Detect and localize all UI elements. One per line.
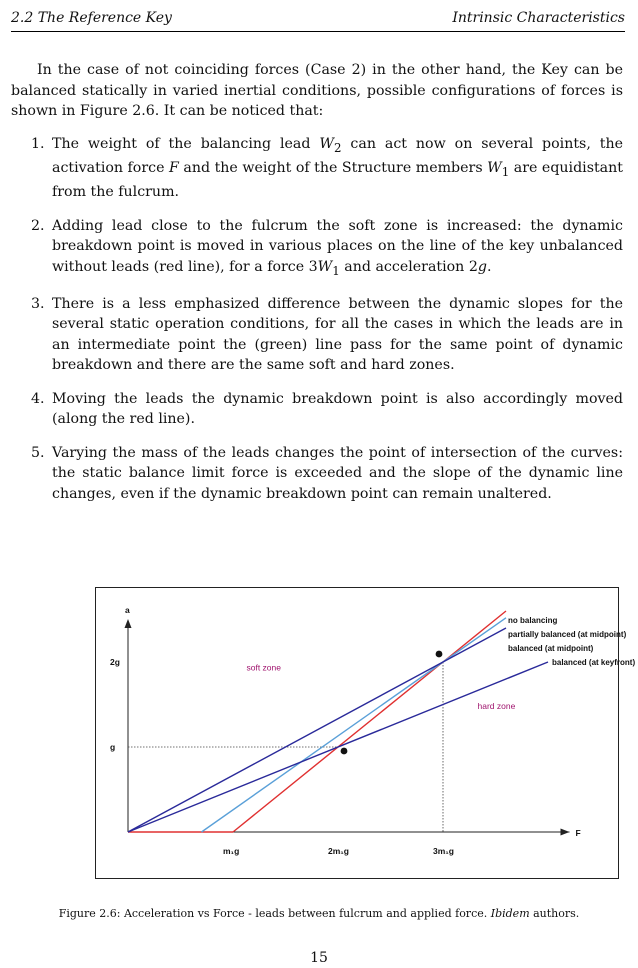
- series-line: [233, 611, 506, 832]
- intro-paragraph: In the case of not coinciding forces (Case 2) in the other hand, the Key can be balanced statically in varied inertial conditions, possible configurations of forces is shown in Figure 2.6. It can be noticed that:: [11, 62, 623, 119]
- item-text: The weight of the balancing lead: [52, 135, 320, 152]
- section-title: 2.2 The Reference Key: [11, 10, 172, 26]
- running-header: [11, 10, 625, 30]
- item-text: Moving the leads the dynamic breakdown point is also accordingly moved (along the red line).: [52, 390, 623, 428]
- x-axis-label: F: [575, 828, 581, 838]
- caption-italic: Ibidem: [490, 907, 530, 920]
- symbol: g: [477, 258, 487, 275]
- observation-list: [11, 134, 623, 505]
- list-number: 4.: [31, 390, 45, 407]
- symbol: W: [317, 258, 333, 275]
- item-text: and the weight of the Structure members: [178, 159, 488, 176]
- x-tick-label: 2m₁g: [328, 846, 349, 856]
- header-rule: [11, 31, 625, 32]
- subscript: 2: [333, 140, 342, 155]
- series-line: [202, 618, 507, 832]
- series-line: [128, 628, 506, 832]
- acceleration-force-chart: [96, 588, 636, 878]
- list-item: [11, 443, 623, 505]
- list-item: [11, 294, 623, 376]
- list-item: [11, 216, 623, 281]
- x-axis-arrow: [561, 829, 570, 836]
- list-number: 3.: [31, 295, 45, 312]
- subscript: 1: [501, 164, 510, 179]
- y-axis-arrow: [125, 619, 132, 628]
- symbol: W: [487, 159, 502, 176]
- item-text: are equidistant from the fulcrum.: [52, 159, 623, 201]
- series-label: no balancing: [508, 616, 558, 625]
- page-number: 15: [310, 950, 328, 966]
- item-text: .: [486, 258, 492, 275]
- y-axis-label: a: [125, 605, 130, 615]
- zone-label: hard zone: [477, 700, 516, 711]
- caption-text: authors.: [529, 907, 580, 920]
- list-item: [11, 134, 623, 203]
- item-text: Adding lead close to the fulcrum the soft zone is increased: the dynamic breakdown point is moved in various places on the line of the key unbalanced without leads (red line), for a force 3: [52, 217, 623, 275]
- breakdown-point-marker: [436, 651, 443, 658]
- y-tick-label: 2g: [110, 657, 120, 667]
- list-number: 1.: [31, 135, 45, 152]
- chapter-title: Intrinsic Characteristics: [452, 10, 625, 26]
- symbol: W: [319, 135, 334, 152]
- symbol: F: [169, 159, 179, 176]
- figure-caption: [0, 907, 638, 920]
- subscript: 1: [332, 263, 340, 278]
- series-label: partially balanced (at midpoint): [508, 630, 627, 639]
- figure-2-6: [95, 587, 636, 879]
- list-item: [11, 389, 623, 430]
- x-tick-label: 3m₁g: [433, 846, 454, 856]
- series-label: balanced (at midpoint): [508, 644, 594, 653]
- item-text: can act now on several points, the activation force: [52, 135, 623, 176]
- caption-text: Figure 2.6: Acceleration vs Force - leads between fulcrum and applied force.: [58, 907, 491, 920]
- item-text: Varying the mass of the leads changes the point of intersection of the curves: the static balance limit force is exceeded and the slope of the dynamic line changes, even if the dynamic breakdown point can remain unaltered.: [52, 444, 623, 502]
- series-label: balanced (at keyfront): [552, 658, 636, 667]
- list-number: 2.: [31, 217, 45, 234]
- y-tick-label: g: [110, 742, 116, 752]
- item-text: There is a less emphasized difference between the dynamic slopes for the several static operation conditions, for all the cases in which the leads are in an intermediate point the (green) line pass for the same point of dynamic breakdown and there are the same soft and hard zones.: [52, 295, 623, 374]
- breakdown-point-marker: [341, 748, 348, 755]
- body-text: [11, 60, 623, 517]
- x-tick-label: m₁g: [223, 846, 240, 856]
- zone-label: soft zone: [246, 662, 281, 673]
- item-text: and acceleration 2: [339, 258, 478, 275]
- list-number: 5.: [31, 444, 45, 461]
